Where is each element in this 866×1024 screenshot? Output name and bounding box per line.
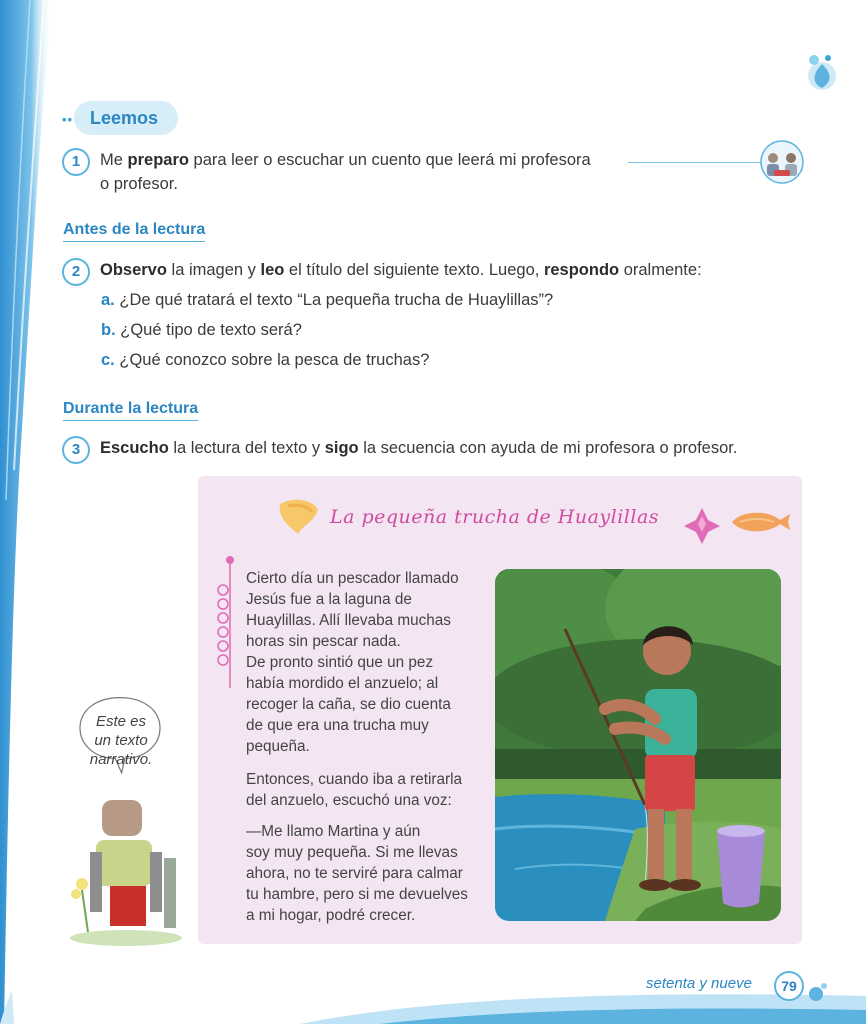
step-3-text: Escucho la lectura del texto y sigo la secuencia con ayuda de mi profesora o profesor. (100, 439, 738, 457)
story-title: La pequeña trucha de Huaylillas (330, 506, 660, 528)
question-item-c: c. ¿Qué conozco sobre la pesca de truchas? (101, 351, 430, 369)
story-side-ornament (214, 554, 236, 690)
page-number-badge: 79 (774, 971, 804, 1001)
story-paragraph-3: —Me llamo Martina y aún soy muy pequeña. Si me llevas ahora, no te serviré para calmar tu hambre, pero si me devuelves a mi hogar, podré crecer. (246, 823, 468, 924)
during-reading-title: Durante la lectura (63, 400, 198, 421)
student-figure-illustration (66, 798, 196, 948)
step-2-text: Observo la imagen y leo el título del siguiente texto. Luego, respondo oralmente: (100, 261, 702, 279)
title-left-ornament (274, 496, 322, 536)
footer-drop-icon (804, 980, 828, 1004)
story-paragraph-2: Entonces, cuando iba a retirarla del anzuelo, escuchó una voz: (246, 771, 462, 809)
page-number-words: setenta y nueve (646, 975, 752, 992)
left-decorative-band (0, 0, 60, 1024)
connector-line (628, 162, 762, 163)
group-listening-icon (758, 140, 806, 184)
bottom-wave-decoration (0, 960, 866, 1024)
step-1-text: Me preparo para leer o escuchar un cuento que leerá mi profesora o profesor. (100, 151, 591, 193)
pill-dots-icon: •• (62, 112, 74, 127)
fishing-boy-illustration (495, 569, 781, 921)
section-label: Leemos (90, 108, 159, 128)
story-paragraph-1: Cierto día un pescador llamado Jesús fue a la laguna de Huaylillas. Allí llevaba muchas horas sin pescar nada. De pronto sintió que un pez había mordido el anzuelo; al recoger la caña, se dio cuenta de que era una trucha muy pequeña. (246, 570, 459, 755)
step-number-3: 3 (62, 436, 90, 464)
speech-bubble-text: Este es un texto narrativo. (89, 713, 153, 768)
title-star-ornament (682, 506, 722, 546)
step-number-2: 2 (62, 258, 90, 286)
before-reading-title: Antes de la lectura (63, 221, 205, 242)
water-drop-icon (800, 50, 840, 94)
fish-ornament-icon (728, 506, 792, 536)
question-item-a: a. ¿De qué tratará el texto “La pequeña trucha de Huaylillas”? (101, 291, 554, 309)
question-item-b: b. ¿Qué tipo de texto será? (101, 321, 302, 339)
step-number-1: 1 (62, 148, 90, 176)
